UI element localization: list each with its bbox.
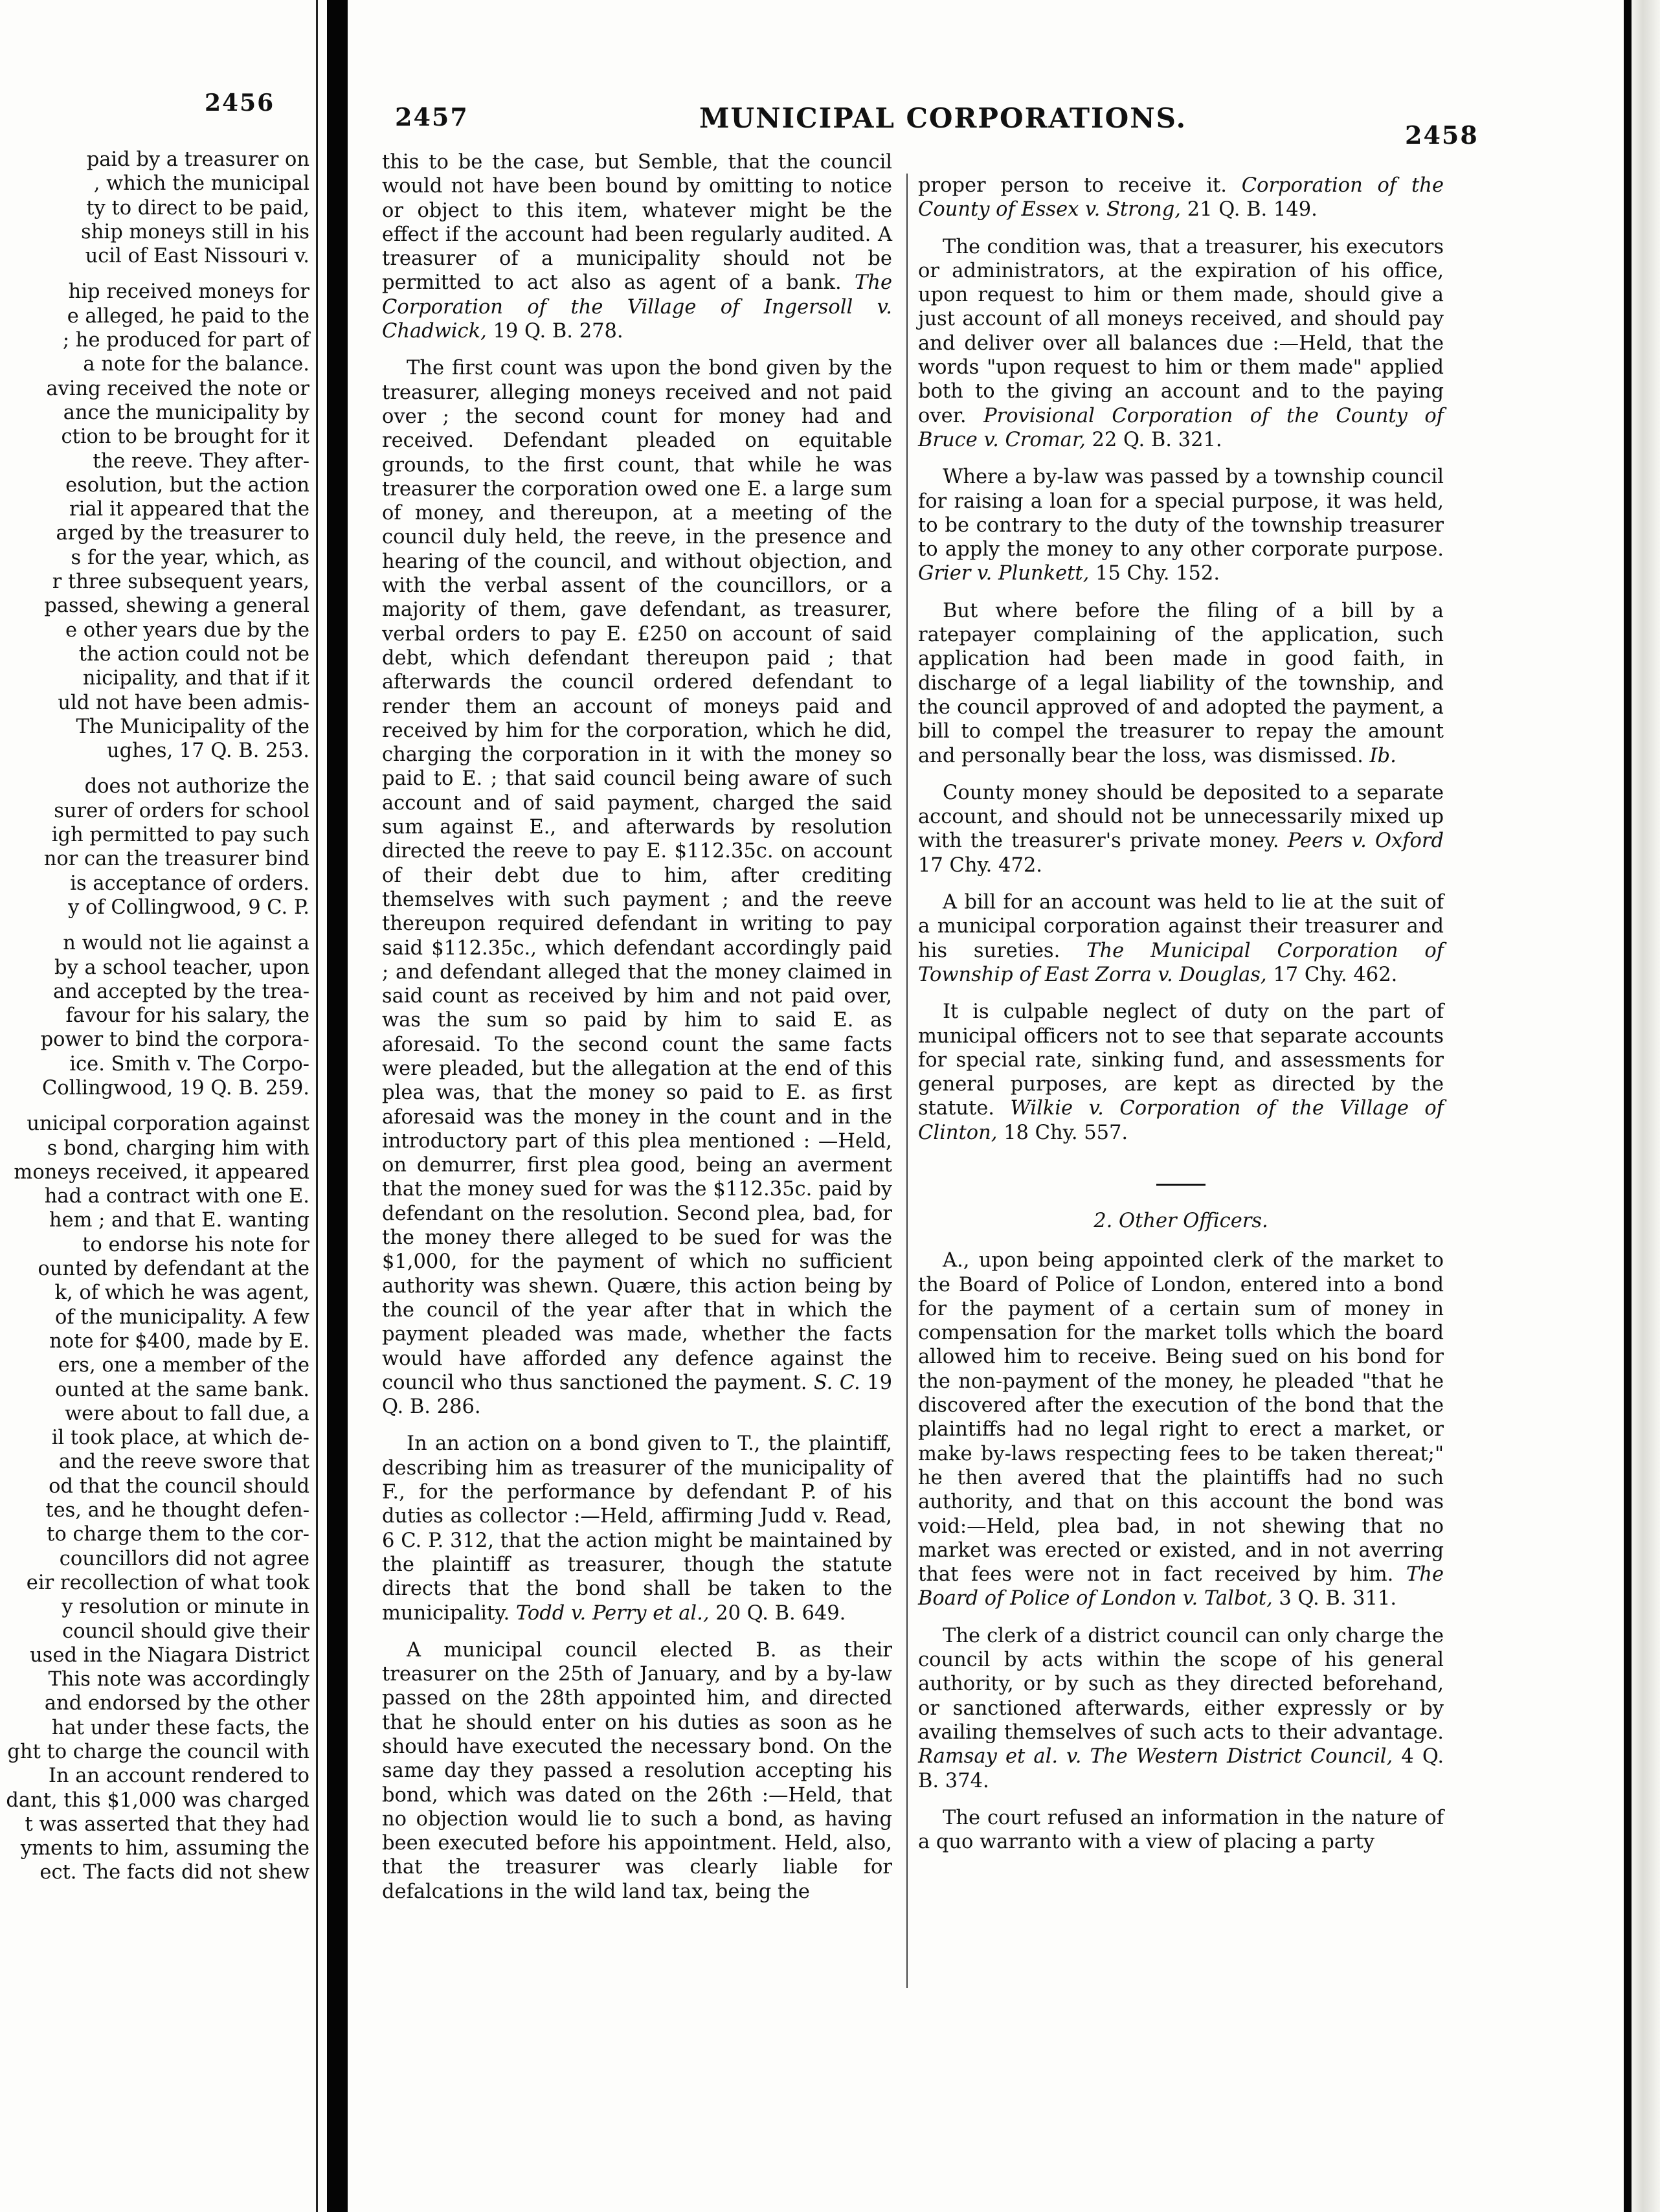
fragment-line: y of Collingwood, 9 C. P. bbox=[68, 896, 309, 919]
fragment-line: to charge them to the cor- bbox=[47, 1523, 309, 1546]
paragraph: A., upon being appointed clerk of the market to the Board of Police of London, entered into a bond for the payment of a certain sum of money in compensation for the market tolls which the board allowed him to receive. Being sued on his bond for the non-payment of the money, he pleaded "that he discovered after the execution of the bond that the plaintiffs had no legal right to erect a market, or make by-laws respecting fees to be taken thereat;" he then avered that the plaintiffs had no such authority, and that on this account the bond was void:—Held, plea bad, in not shewing that no market was erected or existed, and in not averring that fees were not in fact received by him. The Board of Police of London v. Talbot, 3 Q. B. 311. bbox=[918, 1249, 1444, 1610]
paragraph: Where a by-law was passed by a township council for raising a loan for a special purpose, it was held, to be contrary to the duty of the township treasurer to apply the money to any other corporate purpose. Grier v. Plunkett, 15 Chy. 152. bbox=[918, 466, 1444, 585]
running-title: MUNICIPAL CORPORATIONS. bbox=[699, 102, 1187, 134]
binding-shadow bbox=[327, 0, 348, 2212]
fragment-line: ction to be brought for it bbox=[61, 425, 309, 449]
fragment-line: e alleged, he paid to the bbox=[67, 304, 309, 328]
fragment-line: were about to fall due, a bbox=[65, 1402, 309, 1425]
fragment-line: nor can the treasurer bind bbox=[43, 848, 309, 871]
fragment-line: ship moneys still in his bbox=[81, 220, 309, 243]
paragraph: County money should be deposited to a separate account, and should not be unnecessarily mixed up with the treasurer's private money. Peers v. Oxford 17 Chy. 472. bbox=[918, 781, 1444, 877]
fragment-line: ght to charge the council with bbox=[7, 1741, 309, 1763]
section-rule bbox=[1156, 1184, 1206, 1186]
fragment-line: by a school teacher, upon bbox=[54, 956, 309, 979]
fragment-line: to endorse his note for bbox=[82, 1233, 309, 1256]
fragment-line: od that the council should bbox=[49, 1474, 309, 1498]
fragment-line: n would not lie against a bbox=[63, 932, 309, 955]
line-gap bbox=[0, 920, 309, 931]
paragraph: A bill for an account was held to lie at the suit of a municipal corporation against their treasurer and his sureties. The Municipal Corporation of Township of East Zorra v. Douglas, 17 Chy. 462. bbox=[918, 891, 1444, 986]
fragment-line: , which the municipal bbox=[93, 172, 309, 196]
fragment-line: s bond, charging him with bbox=[47, 1136, 309, 1160]
fragment-line: ucil of East Nissouri v. bbox=[85, 245, 309, 268]
fragment-line: ughes, 17 Q. B. 253. bbox=[107, 739, 309, 763]
left-page-fragment bbox=[0, 148, 309, 1885]
fragment-line: councillors did not agree bbox=[59, 1547, 309, 1570]
fragment-line: hat under these facts, the bbox=[51, 1716, 309, 1739]
column-left bbox=[382, 150, 892, 1917]
fragment-line: the action could not be bbox=[78, 642, 309, 666]
fragment-line: note for $400, made by E. bbox=[49, 1329, 309, 1353]
fragment-line: ice. Smith v. The Corpo- bbox=[69, 1052, 309, 1076]
column-right bbox=[918, 174, 1444, 1867]
fragment-line: eir recollection of what took bbox=[26, 1571, 309, 1594]
fragment-line: y resolution or minute in bbox=[62, 1596, 309, 1619]
fragment-line: the reeve. They after- bbox=[93, 449, 309, 473]
section-heading: 2. Other Officers. bbox=[1094, 1209, 1268, 1232]
fragment-line: nicipality, and that if it bbox=[82, 667, 309, 690]
fragment-line: igh permitted to pay such bbox=[51, 824, 309, 847]
fragment-line: and the reeve swore that bbox=[58, 1450, 309, 1474]
left-page-edge bbox=[316, 0, 318, 2212]
fragment-line: used in the Niagara District bbox=[30, 1643, 309, 1667]
fragment-line: t was asserted that they had bbox=[25, 1812, 309, 1836]
paragraph: this to be the case, but Semble, that the council would not have been bound by omitting to notice or object to this item, whatever might be the effect if the account had been regularly audited. A treasurer of a municipality should not be permitted to act also as agent of a bank. The Corporation of the Village of Ingersoll v. Chadwick, 19 Q. B. 278. bbox=[382, 151, 892, 343]
fragment-line: ounted by defendant at the bbox=[38, 1258, 309, 1281]
fragment-line: ance the municipality by bbox=[63, 401, 309, 424]
fragment-line: ounted at the same bank. bbox=[55, 1378, 309, 1401]
fragment-line: a note for the balance. bbox=[83, 353, 309, 376]
page-edges bbox=[1632, 0, 1660, 2212]
fragment-line: paid by a treasurer on bbox=[86, 148, 309, 171]
fragment-line: favour for his salary, the bbox=[65, 1004, 309, 1028]
fragment-line: passed, shewing a general bbox=[44, 594, 309, 618]
paragraph: But where before the filing of a bill by a ratepayer complaining of the application, such application had been made in good faith, in discharge of a legal liability of the township, and the council approved of and adopted the payment, a bill to compel the treasurer to repay the amount and personally bear the loss, was dismissed. Ib. bbox=[918, 599, 1444, 767]
fragment-line: power to bind the corpora- bbox=[40, 1028, 309, 1052]
paragraph: The first count was upon the bond given by the treasurer, alleging moneys received and not paid over ; the second count for money had and received. Defendant pleaded on equitable grounds, to the first count, that while he was treasurer the corporation owed one E. a large sum of money, and thereupon, at a meeting of the council duly held, the reeve, in the presence and hearing of the council, and without objection, and with the verbal assent of the councillors, or a majority of them, gave defendant, as treasurer, verbal orders to pay E. £250 on account of said debt, which defendant thereupon paid ; that afterwards the council ordered defendant to render them an account of moneys paid and received by him for the corporation, which he did, charging the corporation in it with the money so paid to E. ; that said council being aware of such account and of said payment, charged the said sum against E., and afterwards by resolution directed the reeve to pay E. $112.35c. on account of their debt due to him, after crediting themselves with such payment ; and the reeve thereupon required defendant in writing to pay said $112.35c., which defendant accordingly paid ; and defendant alleged that the money claimed in said count as received by him and not paid over, was the sum so paid by him to said E. as aforesaid. To the second count the same facts were pleaded, but the allegation at the end of this plea was, that the money so paid to E. as first aforesaid was the money in the count and in the introductory part of this plea mentioned : —Held, on demurrer, first plea good, being an averment that the money sued for was the $112.35c. paid by defendant on the resolution. Second plea, bad, for the money there alleged to be sued for was the $1,000, for the payment of which no sufficient authority was shewn. Quære, this action being by the council of the year after that in which the payment pleaded was made, whether the facts would have afforded any defence against the council who thus sanctioned the payment. S. C. 19 Q. B. 286. bbox=[382, 357, 892, 1419]
right-binding-shadow bbox=[1624, 0, 1632, 2212]
fragment-line: aving received the note or bbox=[46, 377, 309, 400]
paragraph: The condition was, that a treasurer, his executors or administrators, at the expiration of his office, upon request to him or them made, should give a just account of all moneys received, and should pay and deliver over all balances due :—Held, that the words "upon request to him or them made" applied both to the giving an account and to the paying over. Provisional Corporation of the County of Bruce v. Cromar, 22 Q. B. 321. bbox=[918, 235, 1444, 451]
fragment-line: k, of which he was agent, bbox=[54, 1281, 309, 1305]
fragment-line: dant, this $1,000 was charged bbox=[6, 1789, 309, 1812]
column-divider bbox=[906, 174, 908, 1988]
fragment-line: council should give their bbox=[62, 1620, 309, 1643]
left-page-number: 2456 bbox=[205, 89, 275, 117]
fragment-line: surer of orders for school bbox=[54, 799, 309, 822]
fragment-line: and endorsed by the other bbox=[44, 1692, 309, 1715]
paragraph: The clerk of a district council can only charge the council by acts within the scope of his general authority, or by such as they directed beforehand, or sanctioned afterwards, either expressly or by availing themselves of such acts to their advantage. Ramsay et al. v. The Western District Council, 4 Q. B. 374. bbox=[918, 1624, 1444, 1792]
fragment-line: unicipal corporation against bbox=[27, 1112, 309, 1136]
fragment-line: ; he produced for part of bbox=[62, 329, 309, 352]
fragment-line: had a contract with one E. bbox=[44, 1185, 309, 1208]
fragment-line: and accepted by the trea- bbox=[53, 980, 309, 1003]
page-number-left: 2457 bbox=[395, 102, 469, 131]
paragraph: A municipal council elected B. as their treasurer on the 25th of January, and by a by-law passed on the 28th appointed him, and directed that he should enter on his duties as soon as he should have executed the necessary bond. On the same day they passed a resolution accepting his bond, which was dated on the 26th :—Held, that no objection would lie to such a bond, as having been executed before his appointment. Held, also, that the treasurer was clearly liable for defalcations in the wild land tax, being the bbox=[382, 1638, 892, 1903]
fragment-line: hip received moneys for bbox=[68, 280, 309, 304]
fragment-line: is acceptance of orders. bbox=[70, 872, 309, 895]
paragraph: In an action on a bond given to T., the plaintiff, describing him as treasurer of the municipality of F., for the performance by defendant P. of his duties as collector :—Held, affirming Judd v. Read, 6 C. P. 312, that the action might be maintained by the plaintiff as treasurer, though the statute directs that the bond shall be taken to the municipality. Todd v. Perry et al., 20 Q. B. 649. bbox=[382, 1432, 892, 1625]
fragment-line: Collingwood, 19 Q. B. 259. bbox=[42, 1076, 309, 1100]
fragment-line: esolution, but the action bbox=[65, 473, 309, 497]
fragment-line: tes, and he thought defen- bbox=[45, 1499, 309, 1522]
fragment-line: e other years due by the bbox=[65, 618, 309, 642]
fragment-line: The Municipality of the bbox=[76, 715, 309, 738]
page-number-right: 2458 bbox=[1405, 120, 1479, 150]
line-gap bbox=[0, 763, 309, 774]
fragment-line: does not authorize the bbox=[84, 775, 309, 798]
fragment-line: hem ; and that E. wanting bbox=[49, 1209, 309, 1232]
fragment-line: rial it appeared that the bbox=[69, 498, 309, 521]
fragment-line: s for the year, which, as bbox=[71, 546, 309, 569]
fragment-line: In an account rendered to bbox=[48, 1765, 309, 1788]
paragraph: It is culpable neglect of duty on the part of municipal officers not to see that separate accounts for special rate, sinking fund, and assessments for general purposes, are kept as directed by the statute. Wilkie v. Corporation of the Village of Clinton, 18 Chy. 557. bbox=[918, 1000, 1444, 1144]
fragment-line: il took place, at which de- bbox=[51, 1427, 309, 1450]
fragment-line: ers, one a member of the bbox=[58, 1354, 309, 1377]
fragment-line: uld not have been admis- bbox=[58, 691, 309, 714]
fragment-line: of the municipality. A few bbox=[54, 1305, 309, 1329]
fragment-line: ty to direct to be paid, bbox=[86, 196, 309, 220]
paragraph: The court refused an information in the nature of a quo warranto with a view of placing a party bbox=[918, 1806, 1444, 1854]
fragment-line: ect. The facts did not shew bbox=[39, 1861, 309, 1884]
line-gap bbox=[0, 268, 309, 280]
paragraph: proper person to receive it. Corporation of the County of Essex v. Strong, 21 Q. B. 149. bbox=[918, 174, 1444, 221]
fragment-line: arged by the treasurer to bbox=[56, 522, 309, 545]
line-gap bbox=[0, 1100, 309, 1112]
fragment-line: r three subsequent years, bbox=[52, 570, 309, 594]
fragment-line: moneys received, it appeared bbox=[14, 1160, 309, 1184]
fragment-line: This note was accordingly bbox=[48, 1668, 309, 1691]
fragment-line: yments to him, assuming the bbox=[20, 1837, 309, 1860]
